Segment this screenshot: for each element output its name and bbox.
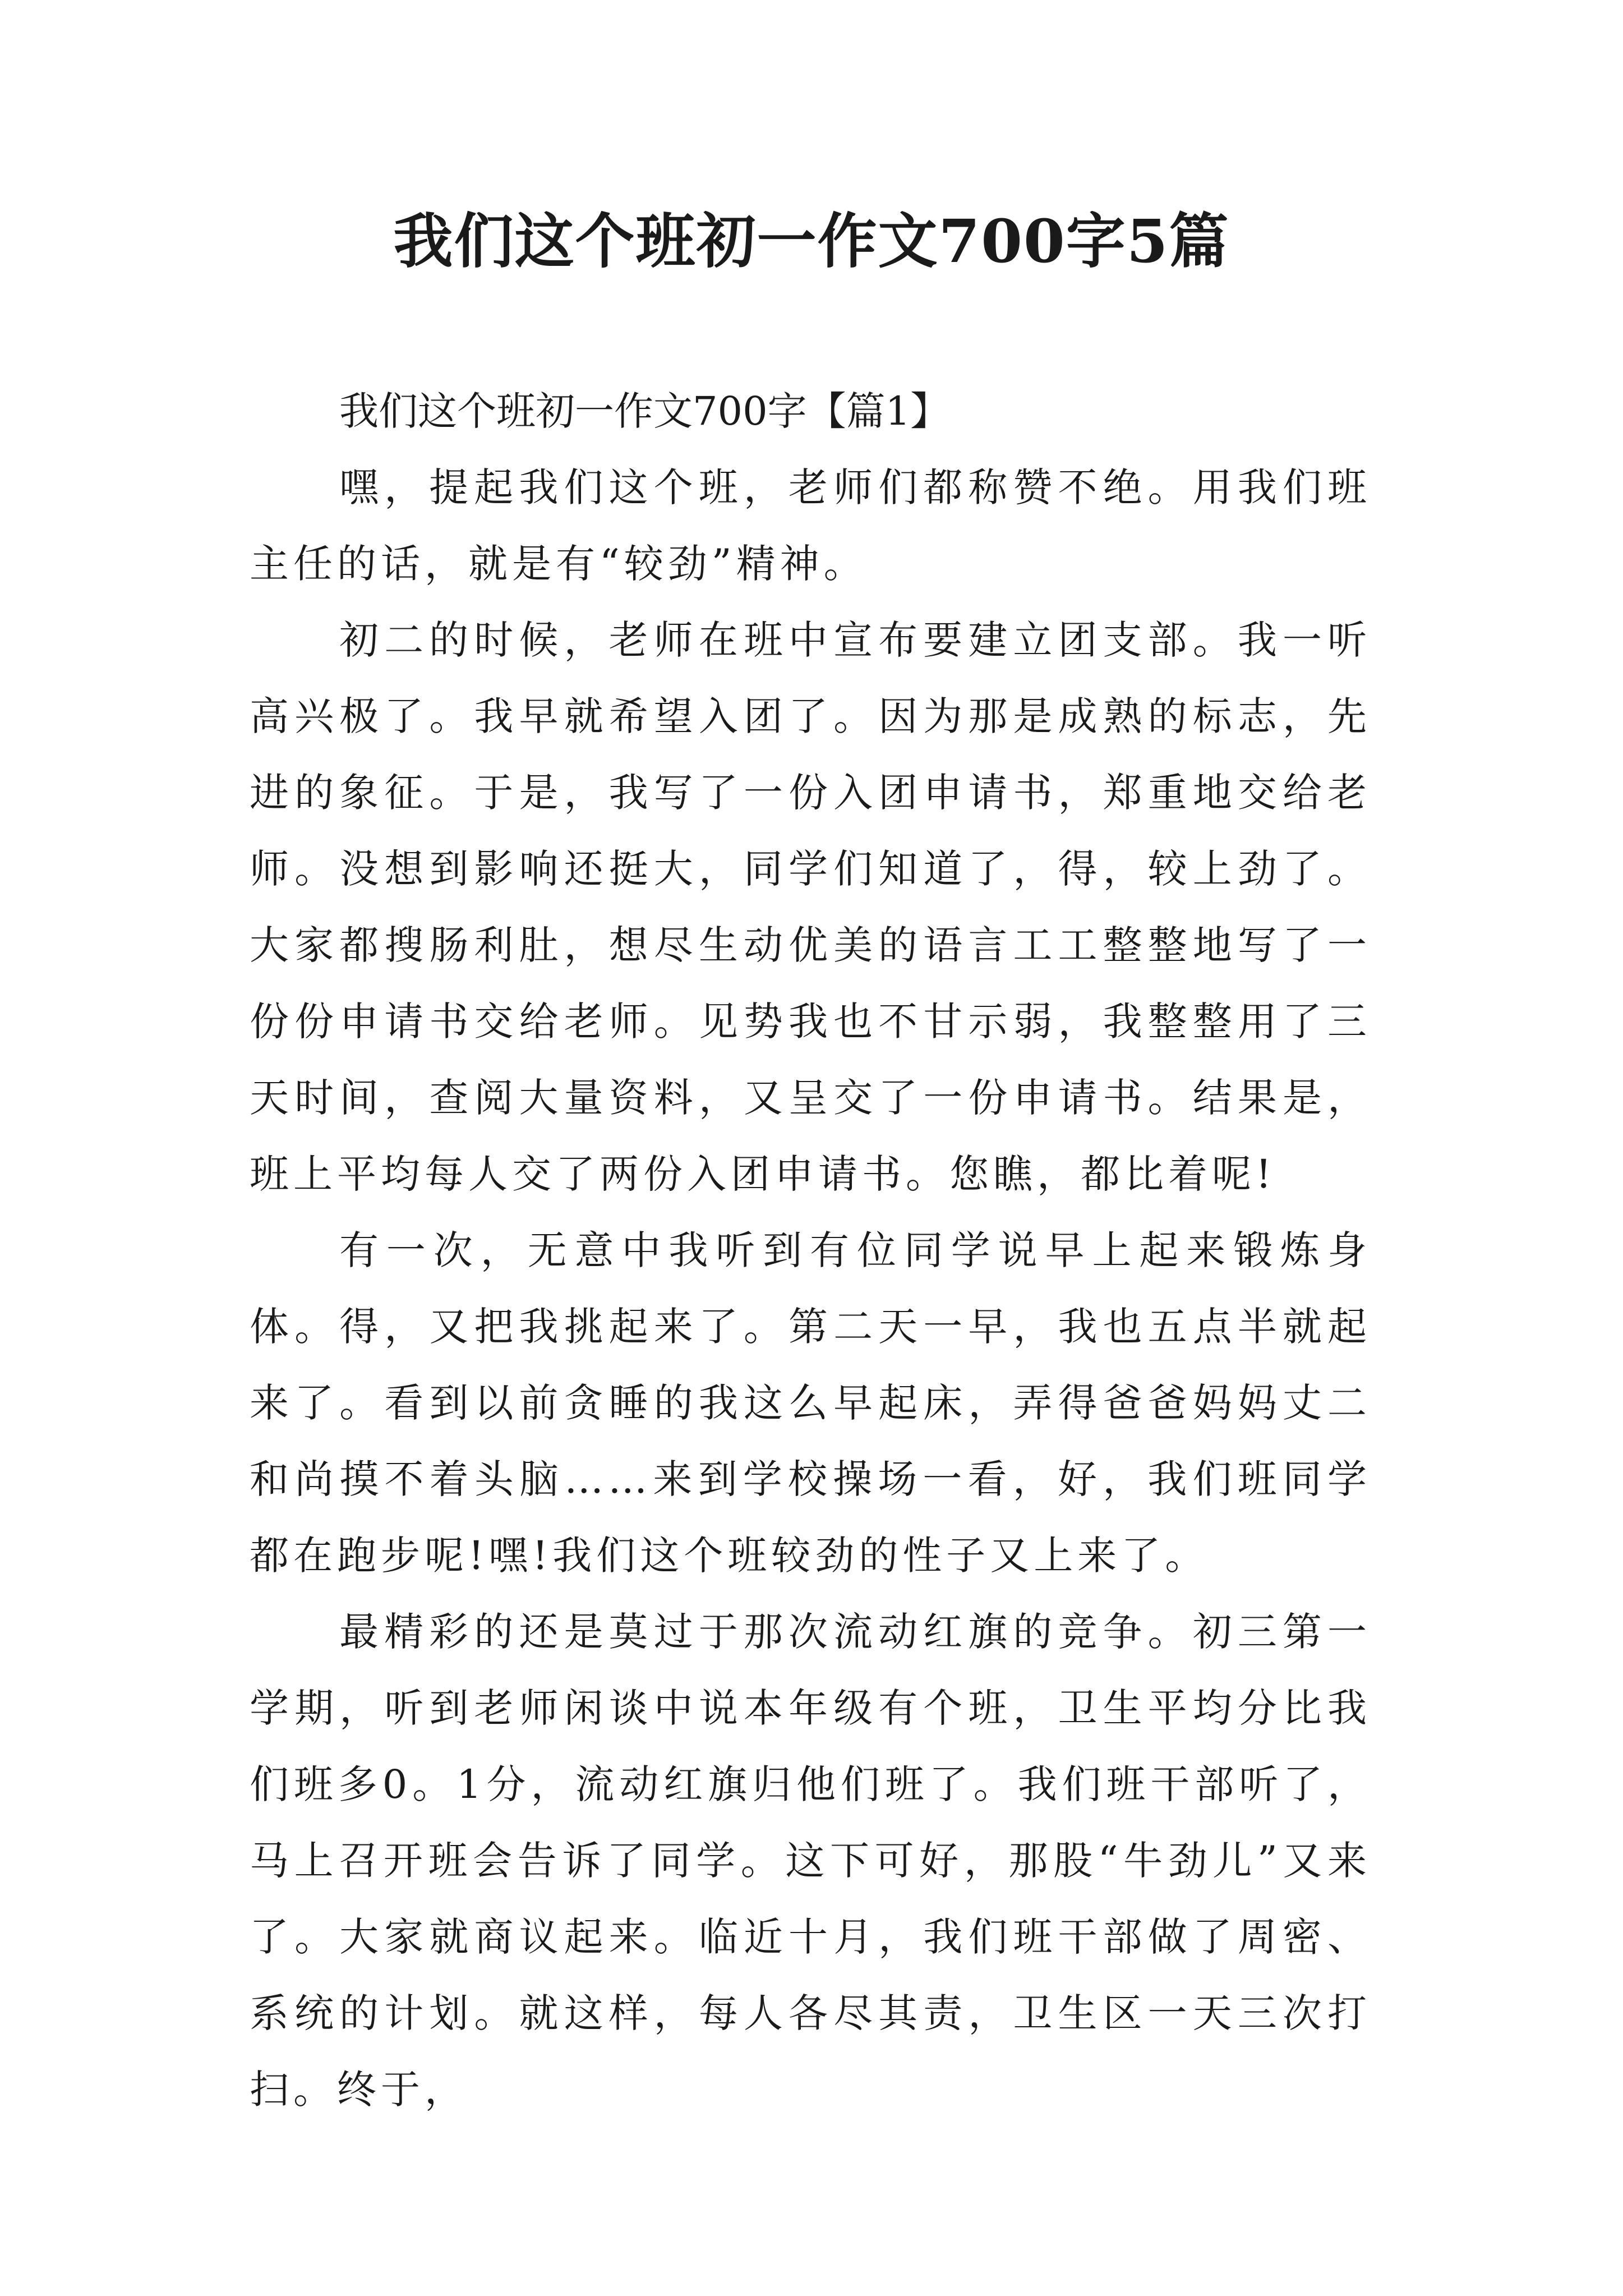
essay-heading: 我们这个班初一作文700字【篇1】 (339, 388, 950, 434)
paragraph-2: 初二的时候，老师在班中宣布要建立团支部。我一听高兴极了。我早就希望入团了。因为那是成熟的标志，先进的象征。于是，我写了一份入团申请书，郑重地交给老师。没想到影响还挺大，同学们知道了，得，较上劲了。大家都搜肠利肚，想尽生动优美的语言工工整整地写了一份份申请书交给老师。见势我也不甘示弱，我整整用了三天时间，查阅大量资料，又呈交了一份申请书。结果是，班上平均每人交了两份入团申请书。您瞧，都比着呢! (250, 617, 1371, 1197)
paragraph-1: 嘿，提起我们这个班，老师们都称赞不绝。用我们班主任的话，就是有“较劲”精神。 (250, 464, 1371, 587)
document-title: 我们这个班初一作文700字5篇 (393, 206, 1230, 276)
paragraph-3: 有一次，无意中我听到有位同学说早上起来锻炼身体。得，又把我挑起来了。第二天一早，我也五点半就起来了。看到以前贪睡的我这么早起床，弄得爸爸妈妈丈二和尚摸不着头脑……来到学校操场一看，好，我们班同学都在跑步呢!嘿!我们这个班较劲的性子又上来了。 (250, 1227, 1371, 1579)
paragraph-4: 最精彩的还是莫过于那次流动红旗的竞争。初三第一学期，听到老师闲谈中说本年级有个班，卫生平均分比我们班多0。1分，流动红旗归他们班了。我们班干部听了，马上召开班会告诉了同学。这下可好，那股“牛劲儿”又来了。大家就商议起来。临近十月，我们班干部做了周密、系统的计划。就这样，每人各尽其责，卫生区一天三次打扫。终于， (250, 1609, 1371, 2113)
essay-body (250, 373, 1371, 2128)
